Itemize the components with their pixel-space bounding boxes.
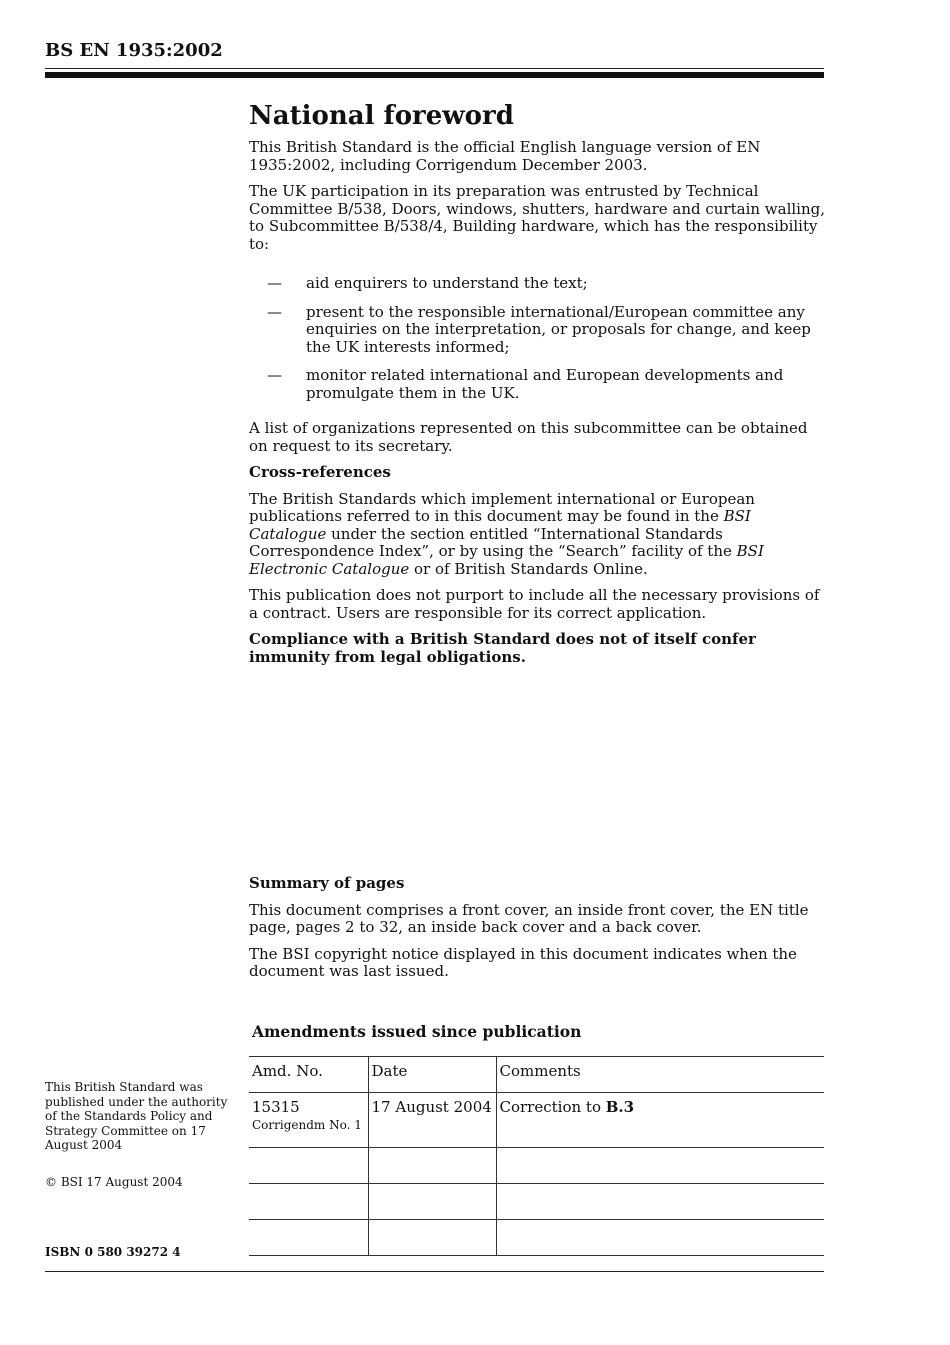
list-item-text: aid enquirers to understand the text; [306,274,588,292]
empty-cell [249,1220,368,1256]
header-amd-no: Amd. No. [249,1057,368,1093]
summary-paragraph: This document comprises a front cover, an inside front cover, the EN title page, pages 2 to 32, an inside back cover and a back cover. [249,900,809,936]
intro-paragraph: This British Standard is the official English language version of EN 1935:2002, including Corrigendum December 2003. [249,138,761,174]
header-comments: Comments [496,1057,824,1093]
list-item [249,275,829,293]
bullet-dash: — [267,366,282,384]
amd-no: 15315 [252,1098,300,1116]
summary-of-pages [249,875,829,990]
organizations-paragraph: A list of organizations represented on this subcommittee can be obtained on request to its secretary. [249,419,808,455]
amendments-title: Amendments issued since publication [252,1022,582,1041]
list-item-text: monitor related international and European developments and promulgate them in the UK. [306,366,784,402]
empty-cell [496,1220,824,1256]
cross-references-paragraph [249,491,829,579]
table-row [249,1148,824,1184]
authority-note: This British Standard was published under the authority of the Standards Policy and Strategy Committee on 17 August 2004 [45,1080,228,1152]
bullet-dash: — [267,302,282,321]
amd-comment-cell [496,1093,824,1148]
copyright-notice-paragraph: The BSI copyright notice displayed in this document indicates when the document was last issued. [249,944,797,980]
empty-cell [496,1184,824,1220]
amd-comment-clause: B.3 [605,1098,635,1116]
empty-cell [368,1220,496,1256]
empty-cell [249,1148,368,1184]
table-header-row [249,1057,824,1093]
publication-sidebar [45,1080,235,1211]
summary-heading: Summary of pages [249,874,405,892]
compliance-statement: Compliance with a British Standard does not of itself confer immunity from legal obligations. [249,630,756,666]
bullet-dash: — [267,274,282,292]
list-item [249,367,829,402]
footer-rule [45,1271,824,1272]
empty-cell [368,1184,496,1220]
amd-no-cell [249,1093,368,1148]
list-item [249,304,829,357]
table-row [249,1093,824,1148]
header-rule-thick [45,72,824,78]
contract-paragraph: This publication does not purport to include all the necessary provisions of a contract. Users are responsible for its correct application. [249,586,820,622]
table-row [249,1220,824,1256]
cross-ref-text-1: The British Standards which implement international or European publications referred to in this document may be found in the [249,489,755,525]
header-date: Date [368,1057,496,1093]
national-foreword [249,100,829,675]
amd-subtitle: Corrigendm No. 1 [252,1118,362,1132]
page-title: National foreword [249,101,514,131]
empty-cell [496,1148,824,1184]
amd-date: 17 August 2004 [368,1093,496,1148]
responsibility-list [249,275,829,402]
list-item-text: present to the responsible international/European committee any enquiries on the interpretation, or proposals for change, and keep the UK interests informed; [306,302,811,356]
cross-ref-text-2: under the section entitled “International Standards Correspondence Index”, or by using the “Search” facility of the [249,524,737,560]
amd-comment-text: Correction to [499,1098,606,1116]
committee-paragraph: The UK participation in its preparation was entrusted by Technical Committee B/538, Doors, windows, shutters, hardware and curtain walling, to Subcommittee B/538/4, Building hardware, which has the responsibility to: [249,182,826,253]
bsi-catalogue-title: BSI Catalogue [249,507,751,543]
table-row [249,1184,824,1220]
amendments-table [249,1056,824,1256]
empty-cell [368,1148,496,1184]
document-code: BS EN 1935:2002 [45,40,223,61]
copyright-note: © BSI 17 August 2004 [45,1174,183,1189]
cross-ref-text-3: or of British Standards Online. [409,559,648,578]
isbn: ISBN 0 580 39272 4 [45,1245,181,1259]
bsi-electronic-catalogue-title: BSI Electronic Catalogue [249,542,764,578]
empty-cell [249,1184,368,1220]
cross-references-heading: Cross-references [249,463,391,481]
header-rule-thin [45,68,824,69]
